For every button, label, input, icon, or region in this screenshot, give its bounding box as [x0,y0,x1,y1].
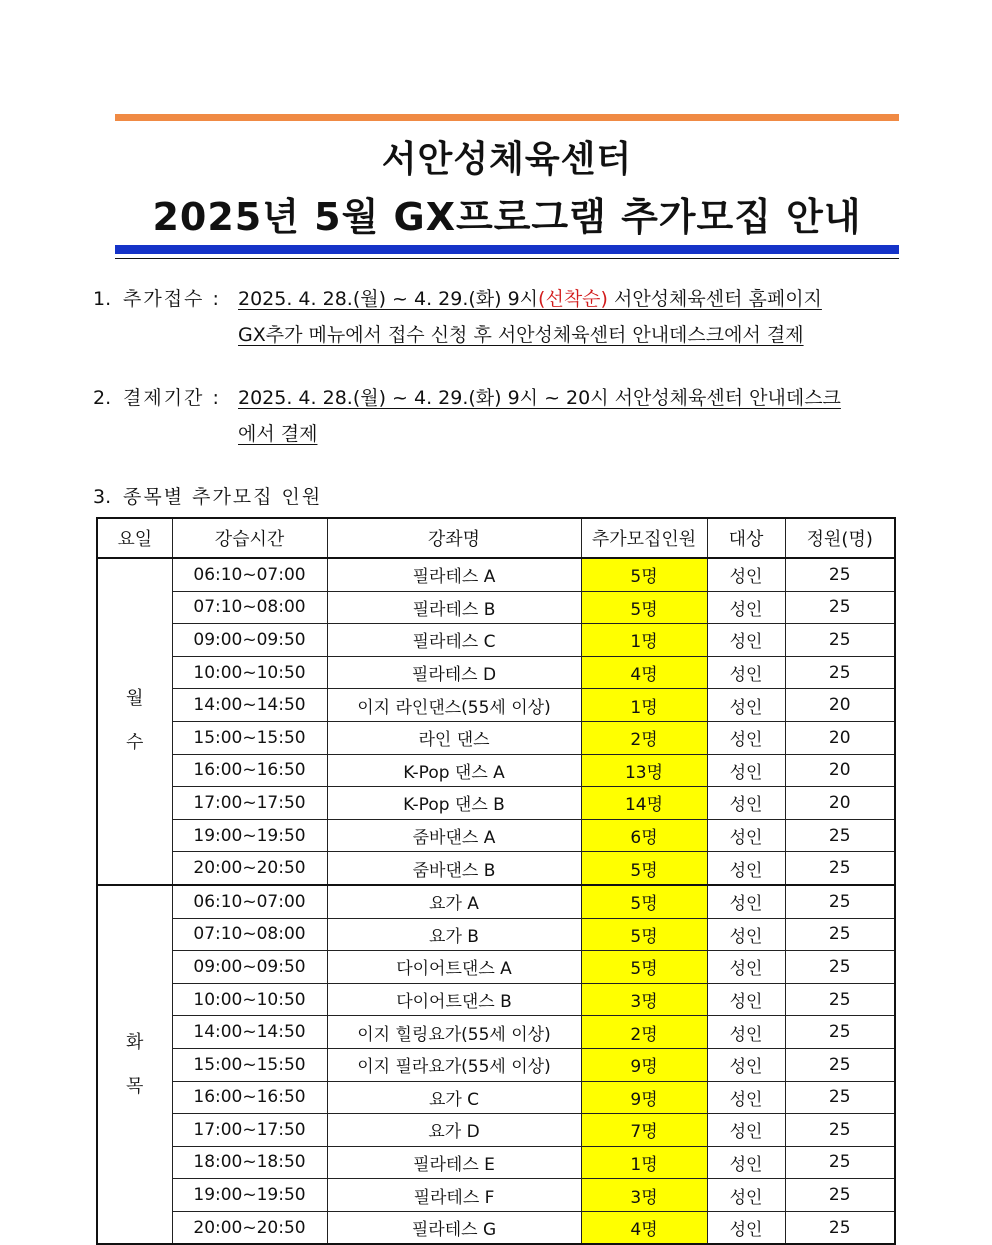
header-class: 강좌명 [327,518,581,558]
class-cell: 요가 D [327,1114,581,1147]
time-cell: 07:10~08:00 [172,918,327,951]
table-header-row [97,518,895,558]
class-cell: 줌바댄스 B [327,852,581,885]
table-row [97,689,895,722]
table-row [97,624,895,657]
additional-cell: 5명 [581,918,707,951]
time-cell: 06:10~07:00 [172,885,327,918]
page-title-line1: 서안성체육센터 [381,139,633,180]
capacity-cell: 20 [785,689,895,722]
class-cell: 이지 필라요가(55세 이상) [327,1048,581,1081]
capacity-cell: 25 [785,1211,895,1244]
day-label: 화 [126,1031,144,1053]
time-cell: 19:00~19:50 [172,819,327,852]
class-cell: 필라테스 F [327,1179,581,1212]
day-cell [97,885,172,1245]
thin-rule [115,258,899,259]
section-payment [93,380,841,452]
section-label: 종목별 추가모집 인원 [123,486,323,508]
table-row [97,983,895,1016]
capacity-cell: 25 [785,885,895,918]
capacity-cell: 20 [785,721,895,754]
additional-cell: 2명 [581,1016,707,1049]
target-cell: 성인 [707,918,785,951]
class-cell: K-Pop 댄스 A [327,754,581,787]
class-cell: 이지 라인댄스(55세 이상) [327,689,581,722]
table-row [97,819,895,852]
capacity-cell: 25 [785,852,895,885]
class-cell: 다이어트댄스 B [327,983,581,1016]
capacity-cell: 25 [785,624,895,657]
target-cell: 성인 [707,591,785,624]
time-cell: 10:00~10:50 [172,656,327,689]
table-row [97,787,895,820]
time-cell: 20:00~20:50 [172,852,327,885]
capacity-cell: 20 [785,787,895,820]
header-day: 요일 [97,518,172,558]
day-cell [97,558,172,885]
table-row [97,1114,895,1147]
additional-cell: 1명 [581,1146,707,1179]
additional-cell: 4명 [581,656,707,689]
target-cell: 성인 [707,1048,785,1081]
top-orange-rule [115,114,899,121]
additional-cell: 13명 [581,754,707,787]
table-row [97,591,895,624]
table-row [97,951,895,984]
registration-line2: GX추가 메뉴에서 접수 신청 후 서안성체육센터 안내데스크에서 결제 [238,324,804,346]
time-cell: 14:00~14:50 [172,1016,327,1049]
class-cell: 이지 힐링요가(55세 이상) [327,1016,581,1049]
additional-cell: 5명 [581,852,707,885]
target-cell: 성인 [707,754,785,787]
page-title-line2: 2025년 5월 GX프로그램 추가모집 안내 [152,195,862,239]
target-cell: 성인 [707,1179,785,1212]
additional-cell: 1명 [581,689,707,722]
class-cell: 요가 B [327,918,581,951]
table-row [97,1179,895,1212]
capacity-cell: 25 [785,1114,895,1147]
time-cell: 07:10~08:00 [172,591,327,624]
capacity-cell: 25 [785,591,895,624]
time-cell: 09:00~09:50 [172,951,327,984]
table-row [97,918,895,951]
section-number: 1. [93,288,112,310]
target-cell: 성인 [707,1016,785,1049]
target-cell: 성인 [707,558,785,591]
target-cell: 성인 [707,983,785,1016]
table-row [97,754,895,787]
additional-cell: 9명 [581,1048,707,1081]
target-cell: 성인 [707,721,785,754]
table-row [97,1016,895,1049]
capacity-cell: 25 [785,1048,895,1081]
table-row [97,852,895,885]
section-label: 추가접수 : [123,288,221,310]
capacity-cell: 25 [785,983,895,1016]
time-cell: 16:00~16:50 [172,1081,327,1114]
table-row [97,1211,895,1244]
time-cell: 20:00~20:50 [172,1211,327,1244]
time-cell: 06:10~07:00 [172,558,327,591]
additional-cell: 14명 [581,787,707,820]
capacity-cell: 25 [785,819,895,852]
table-row [97,721,895,754]
time-cell: 10:00~10:50 [172,983,327,1016]
capacity-cell: 25 [785,951,895,984]
additional-cell: 3명 [581,1179,707,1212]
additional-cell: 5명 [581,558,707,591]
time-cell: 15:00~15:50 [172,1048,327,1081]
section-number: 3. [93,486,112,508]
target-cell: 성인 [707,1146,785,1179]
class-cell: 필라테스 D [327,656,581,689]
time-cell: 19:00~19:50 [172,1179,327,1212]
section-text [238,288,822,310]
target-cell: 성인 [707,624,785,657]
target-cell: 성인 [707,1114,785,1147]
table-row [97,885,895,918]
capacity-cell: 20 [785,754,895,787]
additional-cell: 7명 [581,1114,707,1147]
target-cell: 성인 [707,1081,785,1114]
payment-line1: 2025. 4. 28.(월) ~ 4. 29.(화) 9시 ~ 20시 서안성체육센터 안내데스크 [238,387,841,409]
additional-cell: 2명 [581,721,707,754]
class-cell: 필라테스 E [327,1146,581,1179]
additional-cell: 5명 [581,591,707,624]
class-cell: 필라테스 C [327,624,581,657]
day-label: 목 [126,1075,144,1097]
capacity-cell: 25 [785,1081,895,1114]
class-cell: 필라테스 A [327,558,581,591]
payment-line2: 에서 결제 [238,423,318,445]
target-cell: 성인 [707,787,785,820]
schedule-table [96,517,896,1245]
additional-cell: 5명 [581,951,707,984]
table-row [97,1048,895,1081]
header-time: 강습시간 [172,518,327,558]
class-cell: 요가 A [327,885,581,918]
target-cell: 성인 [707,885,785,918]
class-cell: 다이어트댄스 A [327,951,581,984]
section-label: 결제기간 : [123,387,221,409]
target-cell: 성인 [707,951,785,984]
additional-cell: 3명 [581,983,707,1016]
target-cell: 성인 [707,1211,785,1244]
table-row [97,656,895,689]
table-row [97,558,895,591]
day-label: 월 [126,688,144,710]
time-cell: 18:00~18:50 [172,1146,327,1179]
time-cell: 09:00~09:50 [172,624,327,657]
header-additional: 추가모집인원 [581,518,707,558]
additional-cell: 6명 [581,819,707,852]
class-cell: 요가 C [327,1081,581,1114]
capacity-cell: 25 [785,1016,895,1049]
time-cell: 14:00~14:50 [172,689,327,722]
class-cell: 라인 댄스 [327,721,581,754]
additional-cell: 1명 [581,624,707,657]
class-cell: 필라테스 B [327,591,581,624]
table-row [97,1146,895,1179]
table-row [97,1081,895,1114]
registration-place: 서안성체육센터 홈페이지 [607,288,822,310]
section-registration [93,281,822,353]
section-number: 2. [93,387,112,409]
class-cell: 줌바댄스 A [327,819,581,852]
additional-cell: 4명 [581,1211,707,1244]
additional-cell: 5명 [581,885,707,918]
blue-rule [115,245,899,254]
time-cell: 16:00~16:50 [172,754,327,787]
registration-period: 2025. 4. 28.(월) ~ 4. 29.(화) 9시 [238,288,539,310]
capacity-cell: 25 [785,656,895,689]
time-cell: 17:00~17:50 [172,1114,327,1147]
class-cell: K-Pop 댄스 B [327,787,581,820]
time-cell: 17:00~17:50 [172,787,327,820]
target-cell: 성인 [707,656,785,689]
class-cell: 필라테스 G [327,1211,581,1244]
capacity-cell: 25 [785,558,895,591]
capacity-cell: 25 [785,1146,895,1179]
additional-cell: 9명 [581,1081,707,1114]
capacity-cell: 25 [785,918,895,951]
section-quota-heading [93,479,322,515]
first-come-note: (선착순) [538,288,608,310]
day-label: 수 [126,732,144,754]
target-cell: 성인 [707,689,785,722]
target-cell: 성인 [707,852,785,885]
header-target: 대상 [707,518,785,558]
header-capacity: 정원(명) [785,518,895,558]
target-cell: 성인 [707,819,785,852]
capacity-cell: 25 [785,1179,895,1212]
time-cell: 15:00~15:50 [172,721,327,754]
